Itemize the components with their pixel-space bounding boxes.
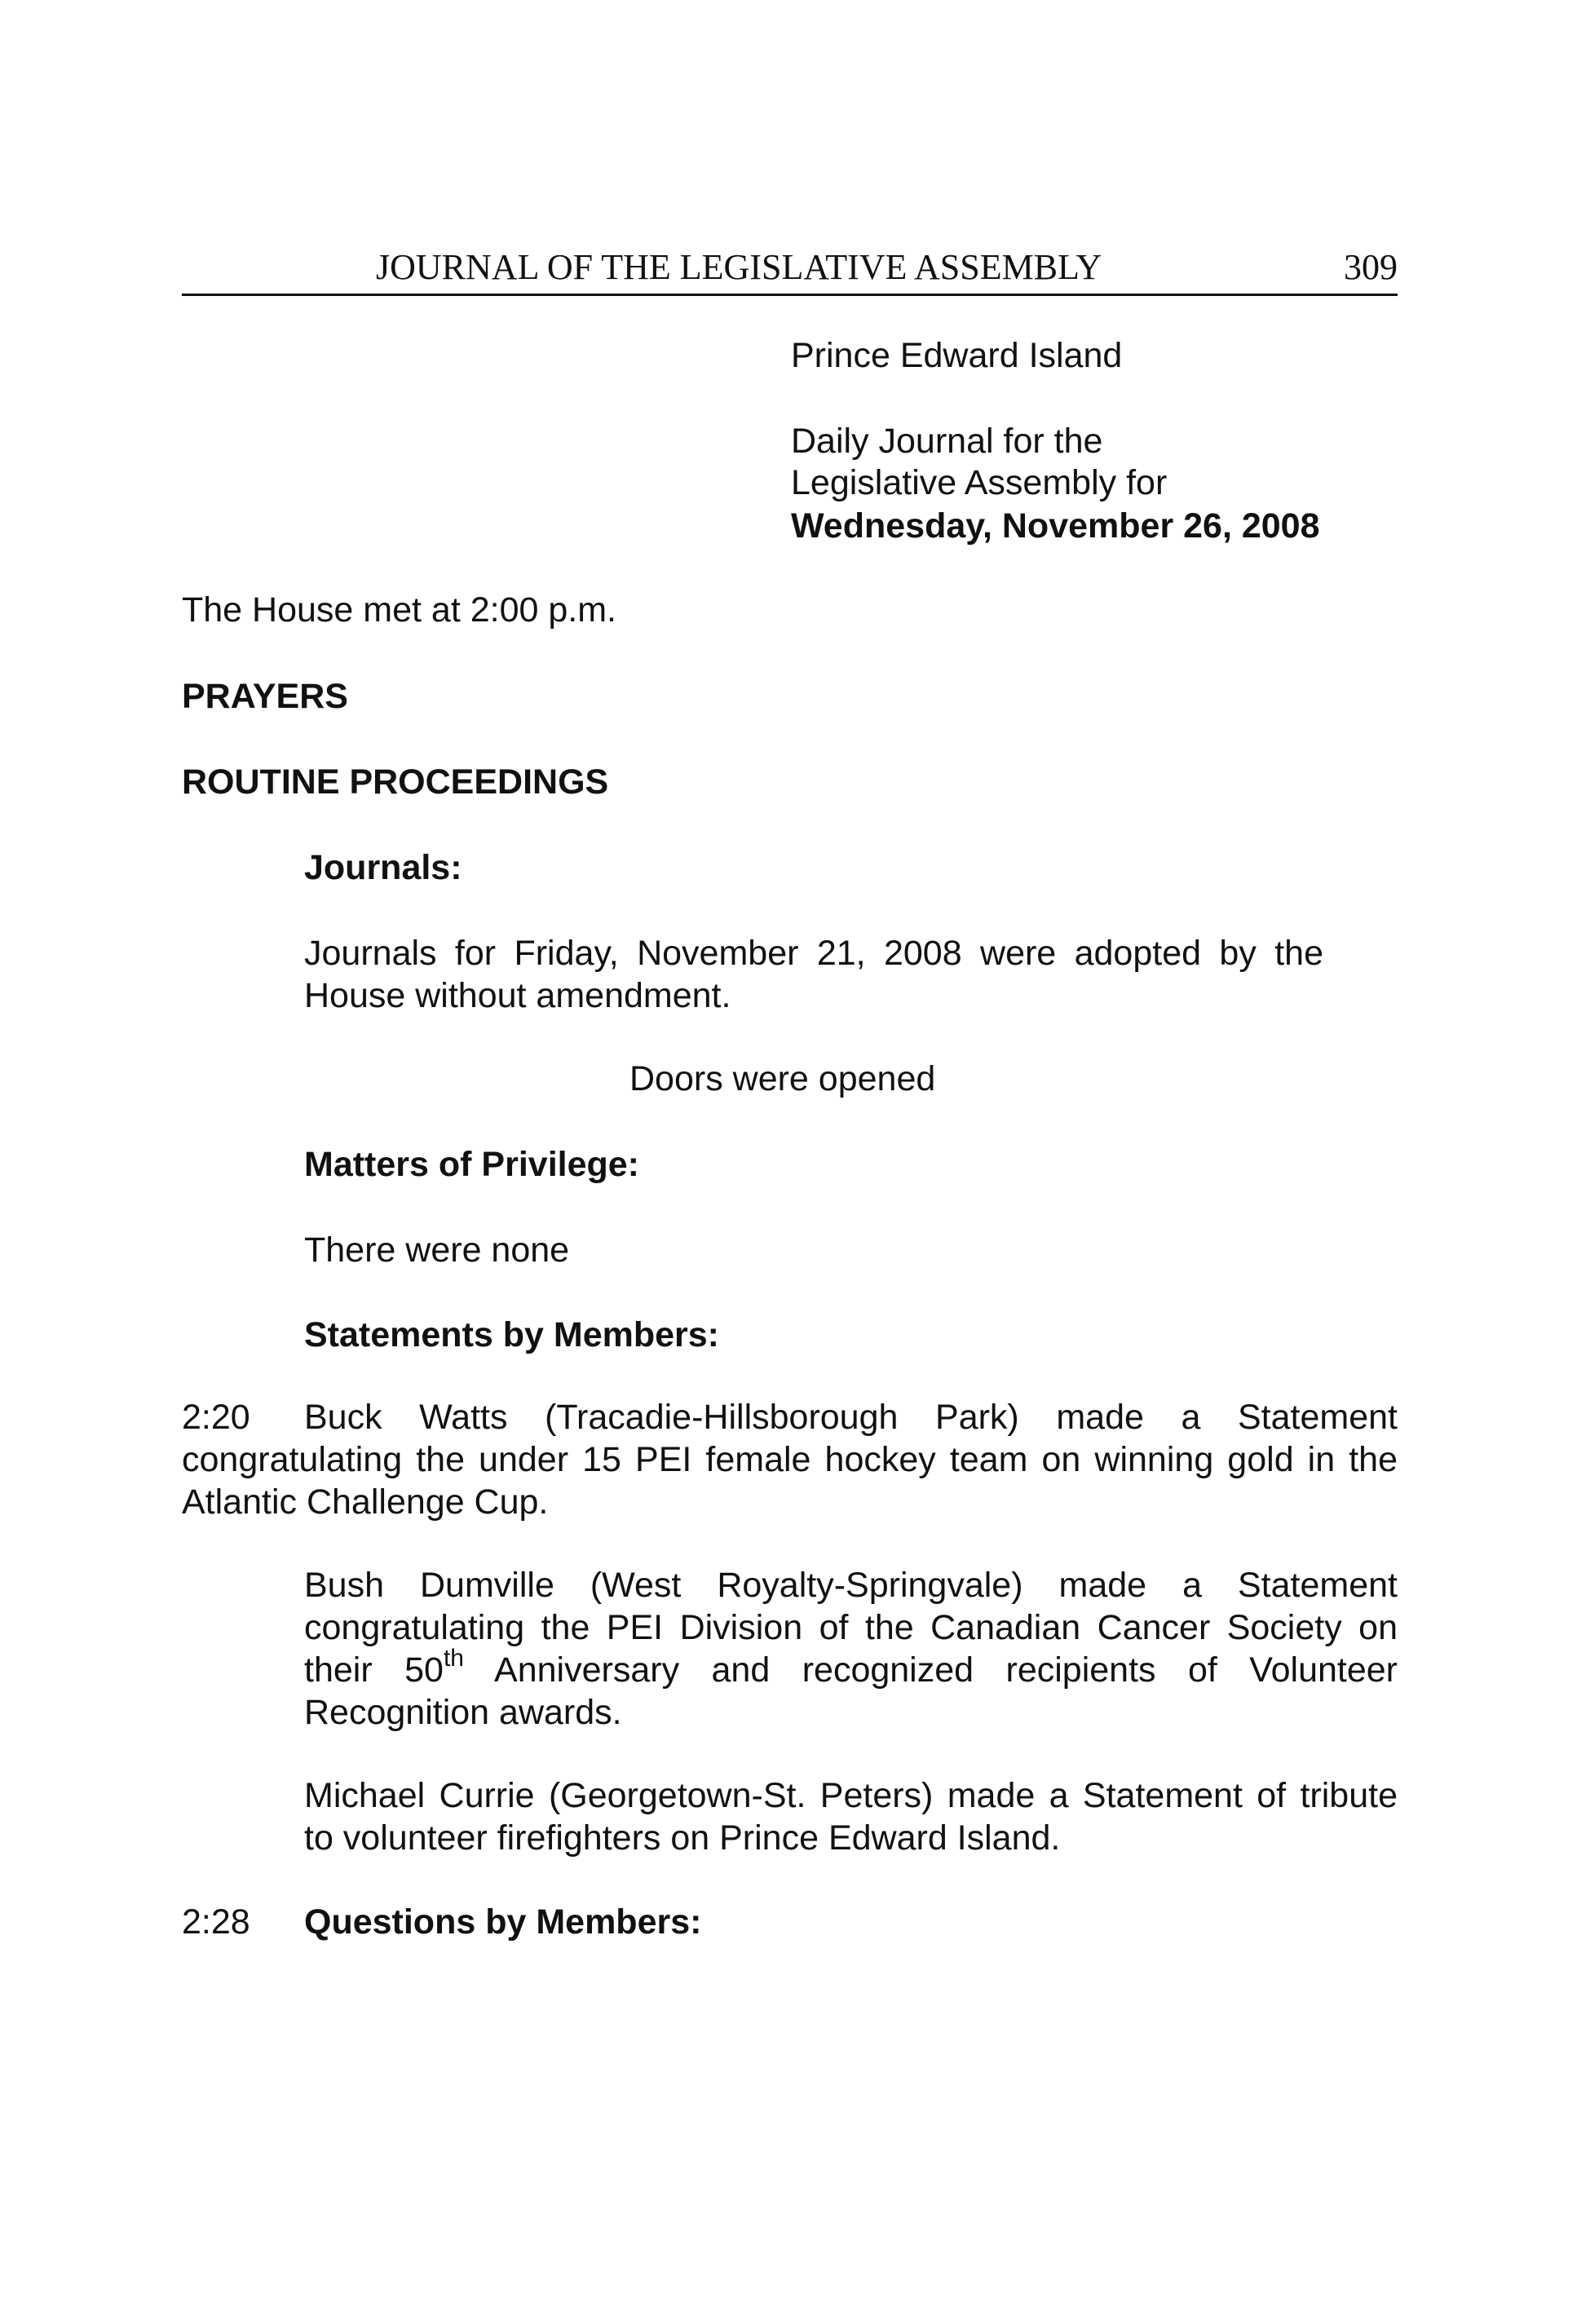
statement-dumville (304, 1564, 1398, 1734)
journal-title: JOURNAL OF THE LEGISLATIVE ASSEMBLY (376, 247, 1102, 287)
prayers-heading: PRAYERS (182, 677, 348, 716)
province-name: Prince Edward Island (791, 336, 1123, 375)
statements-heading: Statements by Members: (304, 1315, 719, 1354)
legislative-assembly-line: Legislative Assembly for (791, 463, 1168, 502)
statement-currie: Michael Currie (Georgetown-St. Peters) made a Statement of tribute to volunteer firefighters on Prince Edward Island. (304, 1776, 1398, 1858)
routine-proceedings-heading: ROUTINE PROCEEDINGS (182, 762, 609, 802)
daily-journal-line: Daily Journal for the (791, 422, 1103, 461)
statement-time: 2:20 (182, 1398, 250, 1437)
page-number: 309 (1344, 247, 1398, 287)
journals-heading: Journals: (304, 848, 462, 887)
privilege-heading: Matters of Privilege: (304, 1145, 639, 1184)
page-header (182, 245, 1398, 296)
questions-heading: Questions by Members: (304, 1902, 702, 1942)
journals-text: Journals for Friday, November 21, 2008 were adopted by the House without amendment. (304, 934, 1323, 1015)
ordinal-suffix: th (443, 1644, 464, 1672)
statement-dumville-text: Bush Dumville (West Royalty-Springvale) made a Statement congratulating the PEI Division of the Canadian Cancer Society on their 50 (304, 1566, 1398, 1690)
statement-watts-lead: Buck Watts (Tracadie-Hillsborough Park) made a Statement (304, 1398, 1398, 1437)
questions-time: 2:28 (182, 1902, 250, 1942)
statement-watts-rest: congratulating the under 15 PEI female hockey team on winning gold in the Atlantic Challenge Cup. (182, 1440, 1398, 1522)
privilege-text: There were none (304, 1230, 570, 1270)
doors-opened: Doors were opened (629, 1059, 936, 1098)
sitting-date: Wednesday, November 26, 2008 (791, 506, 1320, 546)
opening-time: The House met at 2:00 p.m. (182, 590, 616, 630)
statement-dumville-text-end: Anniversary and recognized recipients of Volunteer Recognition awards. (304, 1650, 1398, 1732)
